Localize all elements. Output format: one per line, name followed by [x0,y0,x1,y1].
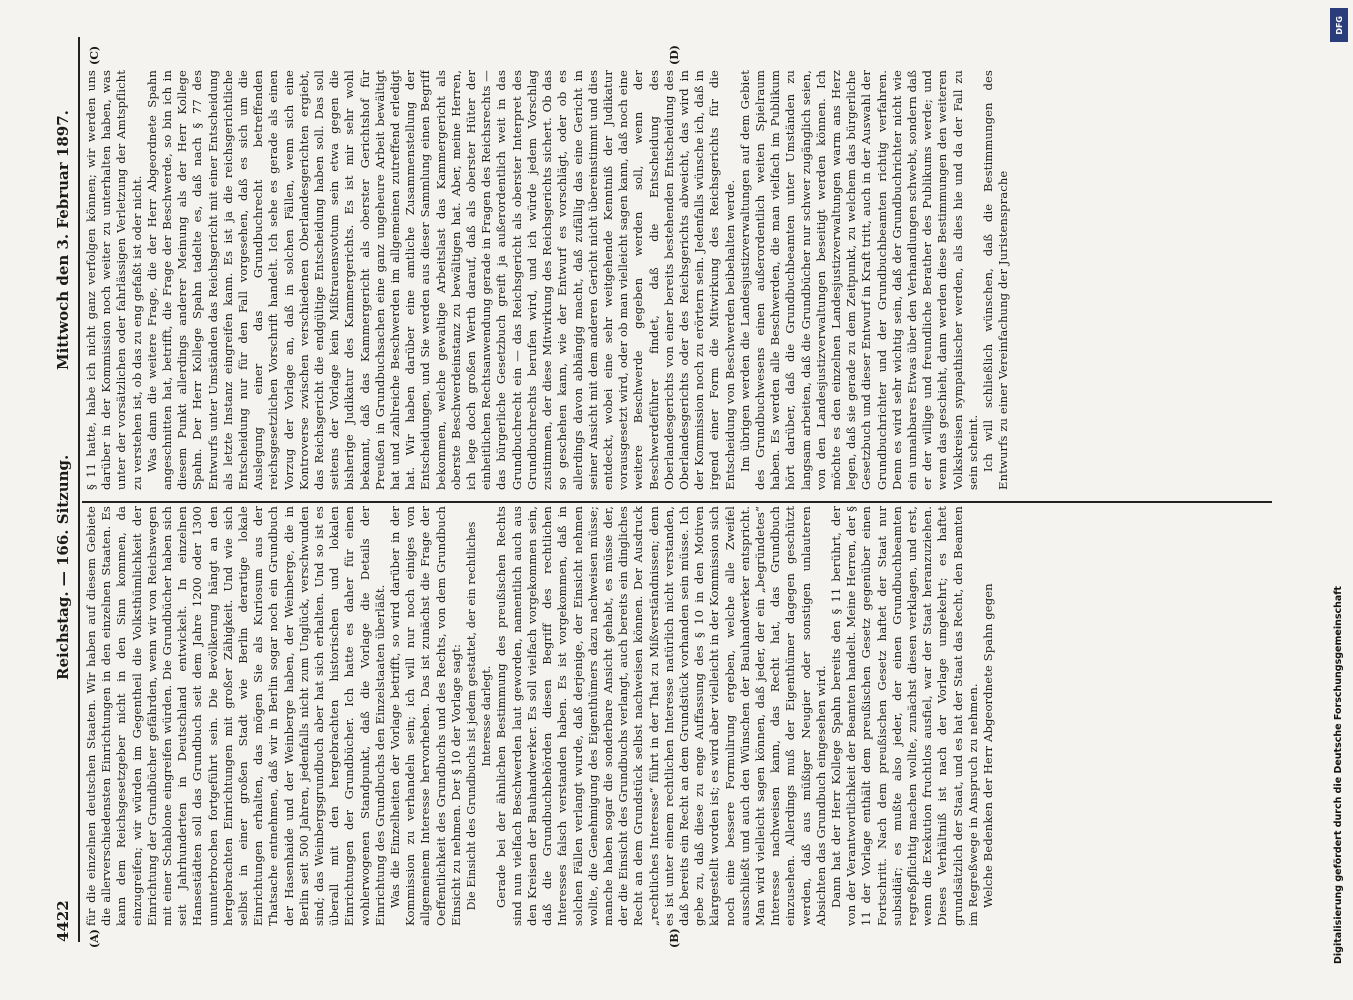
paragraph: Welche Bedenken der Herr Abgeordnete Spahn gegen [980,583,995,908]
column-divider [82,502,1272,504]
left-column [84,506,1269,926]
margin-mark-b: (B) [668,928,681,948]
paragraph: § 11 hatte, habe ich nicht ganz verfolgen können; wir werden uns darüber in der Kommission noch weiter zu unterhalten haben, was unter der vorsätzlichen oder fahrlässigen Verletzung der Amtspflicht zu verstehen ist, ob das zu eng gefaßt ist oder nicht. [84,70,144,490]
right-column [84,70,1269,490]
funding-note: Digitalisierung gefördert durch die Deutsche Forschungsgemeinschaft [1333,586,1344,964]
paragraph: Ich will schließlich wünschen, daß die Bestimmungen des Entwurfs zu einer Vereinfachung der Juristensprache [980,70,1011,490]
page-number: 4422 [54,900,72,942]
dfg-logo [1330,8,1348,42]
paragraph: Gerade bei der ähnlichen Bestimmung des preußischen Rechts sind nun vielfach Beschwerden laut geworden, namentlich auch aus den Kreisen der Bauhandwerker. Es soll vielfach vorgekommen sein, daß die Grundbuchbehörden diesen Begriff des rechtlichen Interesses falsch verstanden haben. Es ist vorgekommen, daß in solchen Fällen verlangt wurde, daß derjenige, der Einsicht nehmen wollte, die Genehmigung des Eigenthümers dazu nachweisen müsse; manche haben sogar die sonderbare Ansicht gehabt, es müsse der, der die Einsicht des Grundbuchs verlangt, auch bereits ein dingliches Recht an dem Grundstück selbst nachweisen können. Der Ausdruck „rechtliches Interesse“ führt in der That zu Mißverständnissen; denn es ist unter einem rechtlichen Interesse natürlich nicht verstanden, daß bereits ein Recht an dem Grundstück vorhanden sein müsse. Ich gebe zu, daß diese zu enge Auffassung des § 10 in den Motiven klargestellt worden ist; es wird aber vielleicht in der Kommission sich noch eine bessere Formulirung ergeben, welche alle Zweifel ausschließt und auch den Wünschen der Bauhandwerker entspricht. Man wird vielleicht sagen können, daß jeder, der ein „begründetes“ Interesse nachweisen kann, das Recht hat, das Grundbuch einzusehen. Allerdings muß der Eigenthümer dagegen geschützt werden, daß aus müßiger Neugier oder sonstigen unlauteren Absichten das Grundbuch eingesehen wird. [494,506,828,926]
header-title: Reichstag. — 166. Sitzung. [54,454,72,680]
header-rule [78,37,80,942]
margin-mark-c: (C) [88,45,101,65]
paragraph: für die einzelnen deutschen Staaten. Wir haben auf diesem Gebiete die allerverschiedensten Einrichtungen in den einzelnen Staaten. Es kann dem Reichsgesetzgeber nicht in den Sinn kommen, da einzugreifen; wir würden im Gegentheil die Volksthümlichkeit der Einrichtung der Grundbücher gefährden, wenn wir von Reichswegen mit einer Schablone eingreifen würden. Die Grundbücher haben sich seit Jahrhunderten in Deutschland entwickelt. In einzelnen Hansestädten soll das Grundbuch seit dem Jahre 1200 oder 1300 ununterbrochen fortgeführt sein. Die Bevölkerung hängt an den hergebrachten Einrichtungen mit großer Zähigkeit. Und wie sich selbst in einer großen Stadt wie Berlin derartige lokale Einrichtungen erhalten, das mögen Sie als Kuriosum aus der Thatsache entnehmen, daß wir in Berlin sogar noch ein Grundbuch der Hasenhaide und der Weinberge haben, der Weinberge, die in Berlin seit 500 Jahren, jedenfalls nicht zum Unglück, verschwunden sind; das Weinbergsgrundbuch aber hat sich erhalten. Und so ist es überall mit den hergebrachten historischen und lokalen Einrichtungen der Grundbücher. Ich hatte es daher für einen wohlerwogenen Standpunkt, daß die Vorlage die Details der Einrichtung des Grundbuchs den Einzelstaaten überläßt. [84,506,387,926]
paragraph: Was dann die weitere Frage, die der Herr Abgeordnete Spahn angeschnitten hat, betrifft, die Frage der Beschwerde, so bin ich in diesem Punkt allerdings anderer Meinung als der Herr Kollege Spahn. Der Herr Kollege Spahn tadelte es, daß nach § 77 des Entwurfs unter Umständen das Reichsgericht mit einer Entscheidung als letzte Instanz eingreifen kann. Es ist ja die reichsgerichtliche Entscheidung nur für den Fall vorgesehen, daß es sich um die Auslegung einer das Grundbuchrecht betreffenden reichsgesetzlichen Vorschrift handelt. Ich sehe es gerade als einen Vorzug der Vorlage an, daß in solchen Fällen, wenn sich eine Kontroverse zwischen verschiedenen Oberlandesgerichten ergiebt, das Reichsgericht die endgültige Entscheidung haben soll. Das soll seitens der Vorlage kein Mißtrauensvotum sein etwa gegen die bisherige Judikatur des Kammergerichts. Es ist mir sehr wohl bekannt, daß das Kammergericht als oberster Gerichtshof für Preußen in Grundbuchsachen eine ganz ungeheure Arbeit bewältigt hat und zahlreiche Beschwerden im allgemeinen zutreffend erledigt hat. Wir haben darüber eine amtliche Zusammenstellung der Entscheidungen, und Sie werden aus dieser Sammlung einen Begriff bekommen, welche gewaltige Arbeitslast das Kammergericht als oberste Beschwerdeinstanz zu bewältigen hat. Aber, meine Herren, ich lege doch großen Werth darauf, daß als oberster Hüter der einheitlichen Rechtsanwendung gerade in Fragen des Reichsrechts — das bürgerliche Gesetzbuch greift ja außerordentlich weit in das Grundbuchrecht ein — das Reichsgericht als oberster Interpret des Grundbuchrechts berufen wird, und ich würde jedem Vorschlag zustimmen, der diese Mitwirkung des Reichsgerichts sichert. Ob das so geschehen kann, wie der Entwurf es vorschlägt, oder ob es allerdings davon abhängig macht, daß zufällig das eine Gericht in seiner Ansicht mit dem anderen Gericht nicht übereinstimmt und dies entdeckt, wobei eine sehr weitgehende Kenntniß der Judikatur vorausgesetzt wird, oder ob man vielleicht sagen kann, daß noch eine weitere Beschwerde gegeben werden soll, wenn der Beschwerdeführer findet, daß die Entscheidung des Oberlandesgerichts von einer bereits bestehenden Entscheidung des Oberlandesgerichts oder des Reichsgerichts abweicht, das wird in der Kommission noch zu erörtern sein. Jedenfalls wünsche ich, daß in irgend einer Form die Mitwirkung des Reichsgerichts für die Entscheidung von Beschwerden beibehalten werde. [144,70,737,490]
quotation: Die Einsicht des Grundbuchs ist jedem gestattet, der ein rechtliches Interesse darlegt. [465,521,494,911]
paragraph: Im übrigen werden die Landesjustizverwaltungen auf dem Gebiet des Grundbuchwesens einen außerordentlich weiten Spielraum haben. Es werden alle Beschwerden, die man vielfach im Publikum hört darüber, daß die Grundbuchbeamten unter Umständen zu langsam arbeiten, daß die Grundbücher nur schwer zugänglich seien, von den Landesjustizverwaltungen beseitigt werden können. Ich möchte es den einzelnen Landesjustizverwaltungen warm ans Herz legen, daß sie gerade zu dem Zeitpunkt, zu welchem das bürgerliche Gesetzbuch und dieser Entwurf in Kraft tritt, auch in der Auswahl der Grundbuchrichter und der Grundbuchbeamten richtig verfahren. Denn es wird sehr wichtig sein, daß der Grundbuchrichter nicht wie ein unnahbares Etwas über den Verhandlungen schwebt, sondern daß er der willige und freundliche Berather des Publikums werde; und wenn das geschieht, dann werden diese Bestimmungen den weiteren Volkskreisen sympathischer werden, als dies hie und da der Fall zu sein scheint. [737,70,980,490]
paragraph: Was die Einzelheiten der Vorlage betrifft, so wird darüber in der Kommission zu verhandeln sein; ich will nur noch einiges von allgemeinem Interesse hervorheben. Das ist zunächst die Frage der Oeffentlichkeit des Grundbuchs und des Rechts, von dem Grundbuch Einsicht zu nehmen. Der § 10 der Vorlage sagt: [388,506,463,926]
header-date: Mittwoch den 3. Februar 1897. [54,110,72,370]
dfg-logo-text: DFG [1334,15,1344,35]
paragraph: Dann hat der Herr Kollege Spahn bereits den § 11 berührt, der von der Verantwortlichkeit der Beamten handelt. Meine Herren, der § 11 der Vorlage enthält dem preußischen Gesetz gegenüber einen Fortschritt. Nach dem preußischen Gesetz haftet der Staat nur subsidiär; es mußte also jeder, der einen Grundbuchbeamten regreßpflichtig machen wollte, zunächst diesen verklagen, und erst, wenn die Exekution fruchtlos ausfiel, war der Staat heranzuziehen. Dieses Verhältniß ist nach der Vorlage umgekehrt; es haftet grundsätzlich der Staat, und es hat der Staat das Recht, den Beamten im Regreßwege in Anspruch zu nehmen. [828,506,980,926]
margin-mark-d: (D) [668,45,681,65]
page-header [52,37,76,942]
margin-mark-a: (A) [88,929,101,948]
